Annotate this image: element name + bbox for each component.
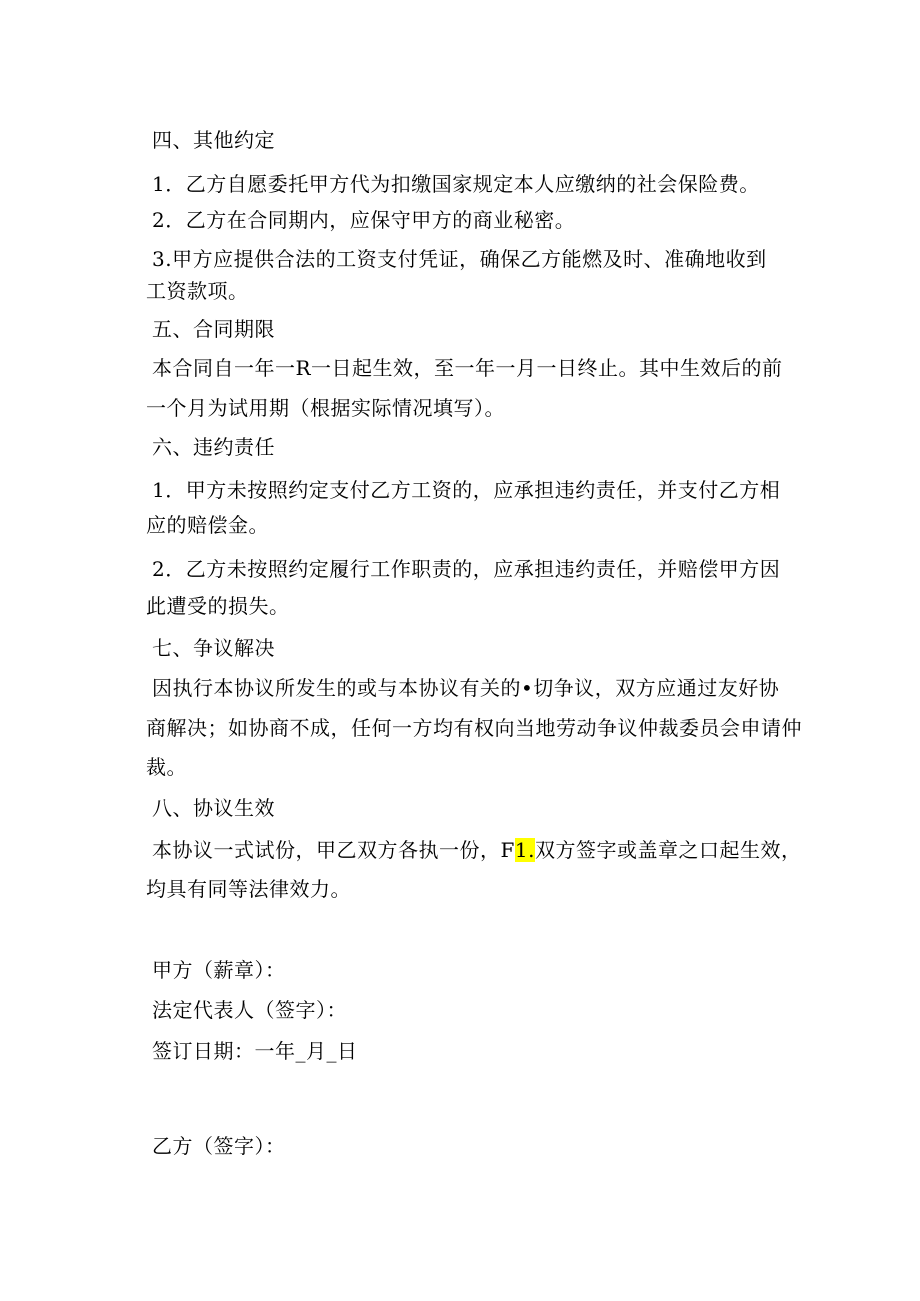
clause-text-part: 双方签字或盖章之口起生效， [534,838,802,862]
signing-date-label: 签订日期：一年_月_日 [152,1039,358,1063]
clause-text: 本合同自一年一R一日起生效，至一年一月一日终止。其中生效后的前 [152,356,783,380]
clause-text-continued: 均具有同等法律效力。 [146,877,351,901]
clause-text-continued: 应的赔偿金。 [146,513,269,537]
clause-text: 3.甲方应提供合法的工资支付凭证，确保乙方能燃及时、准确地收到 [152,247,767,271]
legal-representative-label: 法定代表人（签字）： [152,998,347,1022]
clause-text-continued: 一个月为试用期（根据实际情况填写）。 [146,396,505,420]
clause-text: 因执行本协议所发生的或与本协议有关的•切争议，双方应通过友好协 [152,676,780,700]
clause-text: 1．乙方自愿委托甲方代为扣缴国家规定本人应缴纳的社会保险费。 [152,172,760,196]
party-b-signature-label: 乙方（签字）： [152,1134,286,1158]
clause-text: 1．甲方未按照约定支付乙方工资的，应承担违约责任，并支付乙方相 [152,478,781,502]
clause-text-continued: 商解决；如协商不成，任何一方均有权向当地劳动争议仲裁委员会申请仲 [146,716,802,740]
section-heading-liability: 六、违约责任 [152,435,275,459]
clause-text: 2．乙方未按照约定履行工作职责的，应承担违约责任，并赔偿甲方因 [152,557,781,581]
section-heading-other-terms: 四、其他约定 [152,128,275,152]
clause-text: 2．乙方在合同期内，应保守甲方的商业秘密。 [152,208,576,232]
clause-text [152,838,801,862]
clause-text-continued: 裁。 [146,755,187,779]
party-a-seal-label: 甲方（薪章）： [152,958,286,982]
section-heading-dispute: 七、争议解决 [152,636,275,660]
clause-text-part: 本协议一式试份，甲乙双方各执一份，F [152,838,515,862]
section-heading-term: 五、合同期限 [152,317,275,341]
highlighted-text: 1. [514,838,535,862]
clause-text-continued: 工资款项。 [146,279,249,303]
clause-text-continued: 此遭受的损失。 [146,594,290,618]
section-heading-effect: 八、协议生效 [152,796,275,820]
